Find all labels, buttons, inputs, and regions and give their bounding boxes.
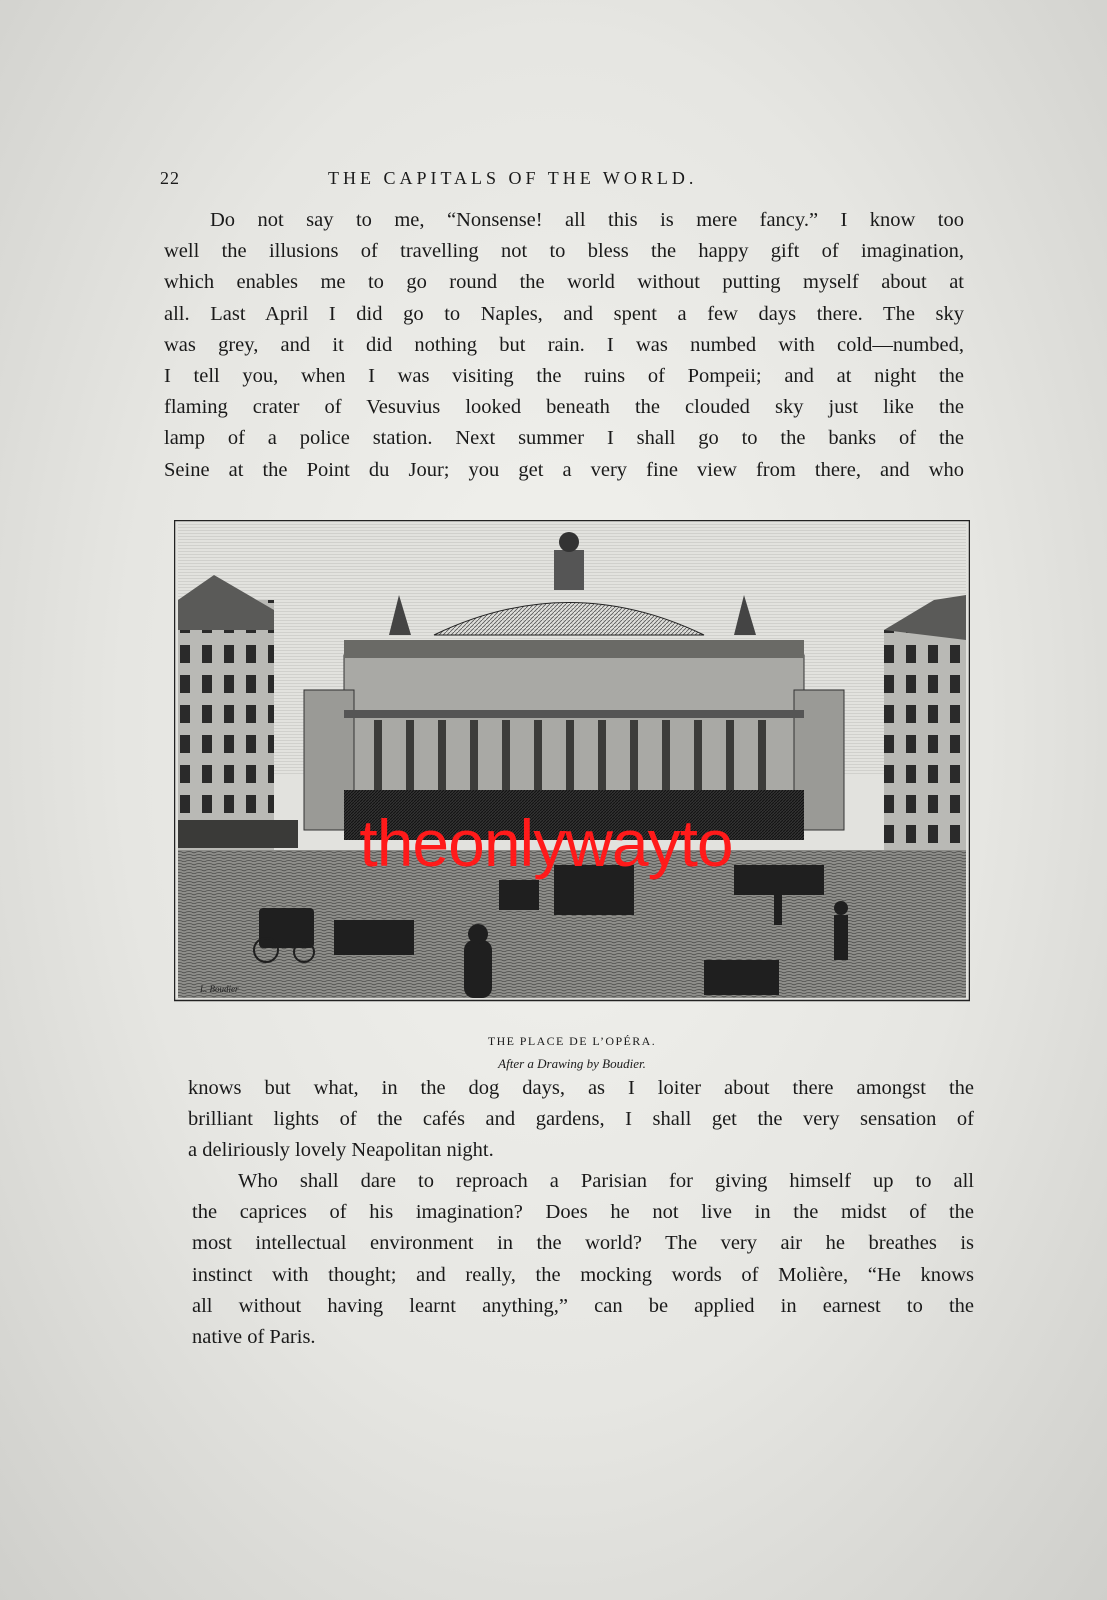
paragraph-opening — [164, 205, 964, 486]
text-line: the caprices of his imagination? Does he not live in the midst of the — [192, 1201, 974, 1224]
text-line: Who shall dare to reproach a Parisian for giving himself up to all — [238, 1170, 974, 1192]
text-line: brilliant lights of the cafés and gardens, I shall get the very sensation of — [188, 1108, 974, 1131]
svg-text:L. Boudier: L. Boudier — [200, 984, 239, 994]
text-line: all. Last April I did go to Naples, and spent a few days there. The sky — [164, 302, 964, 325]
text-line: Seine at the Point du Jour; you get a very fine view from there, and who — [164, 458, 964, 481]
page-header — [160, 168, 800, 192]
page-number: 22 — [160, 168, 180, 188]
text-line: flaming crater of Vesuvius looked beneath the clouded sky just like the — [164, 396, 964, 419]
text-line: I tell you, when I was visiting the ruins of Pompeii; and at night the — [164, 365, 964, 388]
text-line: knows but what, in the dog days, as I loiter about there amongst the — [188, 1077, 974, 1099]
text-line: instinct with thought; and really, the mocking words of Molière, “He knows — [192, 1263, 974, 1286]
text-line: well the illusions of travelling not to bless the happy gift of imagination, — [164, 240, 964, 263]
figure-caption-credit: After a Drawing by Boudier. — [498, 1056, 646, 1071]
watermark-text: theonlywayto — [359, 806, 733, 880]
opera-engraving — [174, 520, 970, 1020]
paragraph-continuation — [188, 1073, 974, 1167]
running-head: THE CAPITALS OF THE WORLD. — [328, 168, 698, 188]
text-line: all without having learnt anything,” can be applied in earnest to the — [192, 1294, 974, 1317]
text-line: which enables me to go round the world without putting myself about at — [164, 271, 964, 294]
text-line: lamp of a police station. Next summer I shall go to the banks of the — [164, 427, 964, 450]
paragraph-final — [192, 1166, 974, 1353]
text-line: was grey, and it did nothing but rain. I was numbed with cold—numbed, — [164, 333, 964, 356]
figure-caption-title: THE PLACE DE L’OPÉRA. — [487, 1034, 657, 1048]
engraving-illustration — [174, 520, 970, 1020]
text-line: native of Paris. — [192, 1326, 316, 1349]
text-line: Do not say to me, “Nonsense! all this is mere fancy.” I know too — [210, 209, 964, 231]
text-line: a deliriously lovely Neapolitan night. — [188, 1139, 494, 1162]
text-line: most intellectual environment in the world? The very air he breathes is — [192, 1232, 974, 1255]
